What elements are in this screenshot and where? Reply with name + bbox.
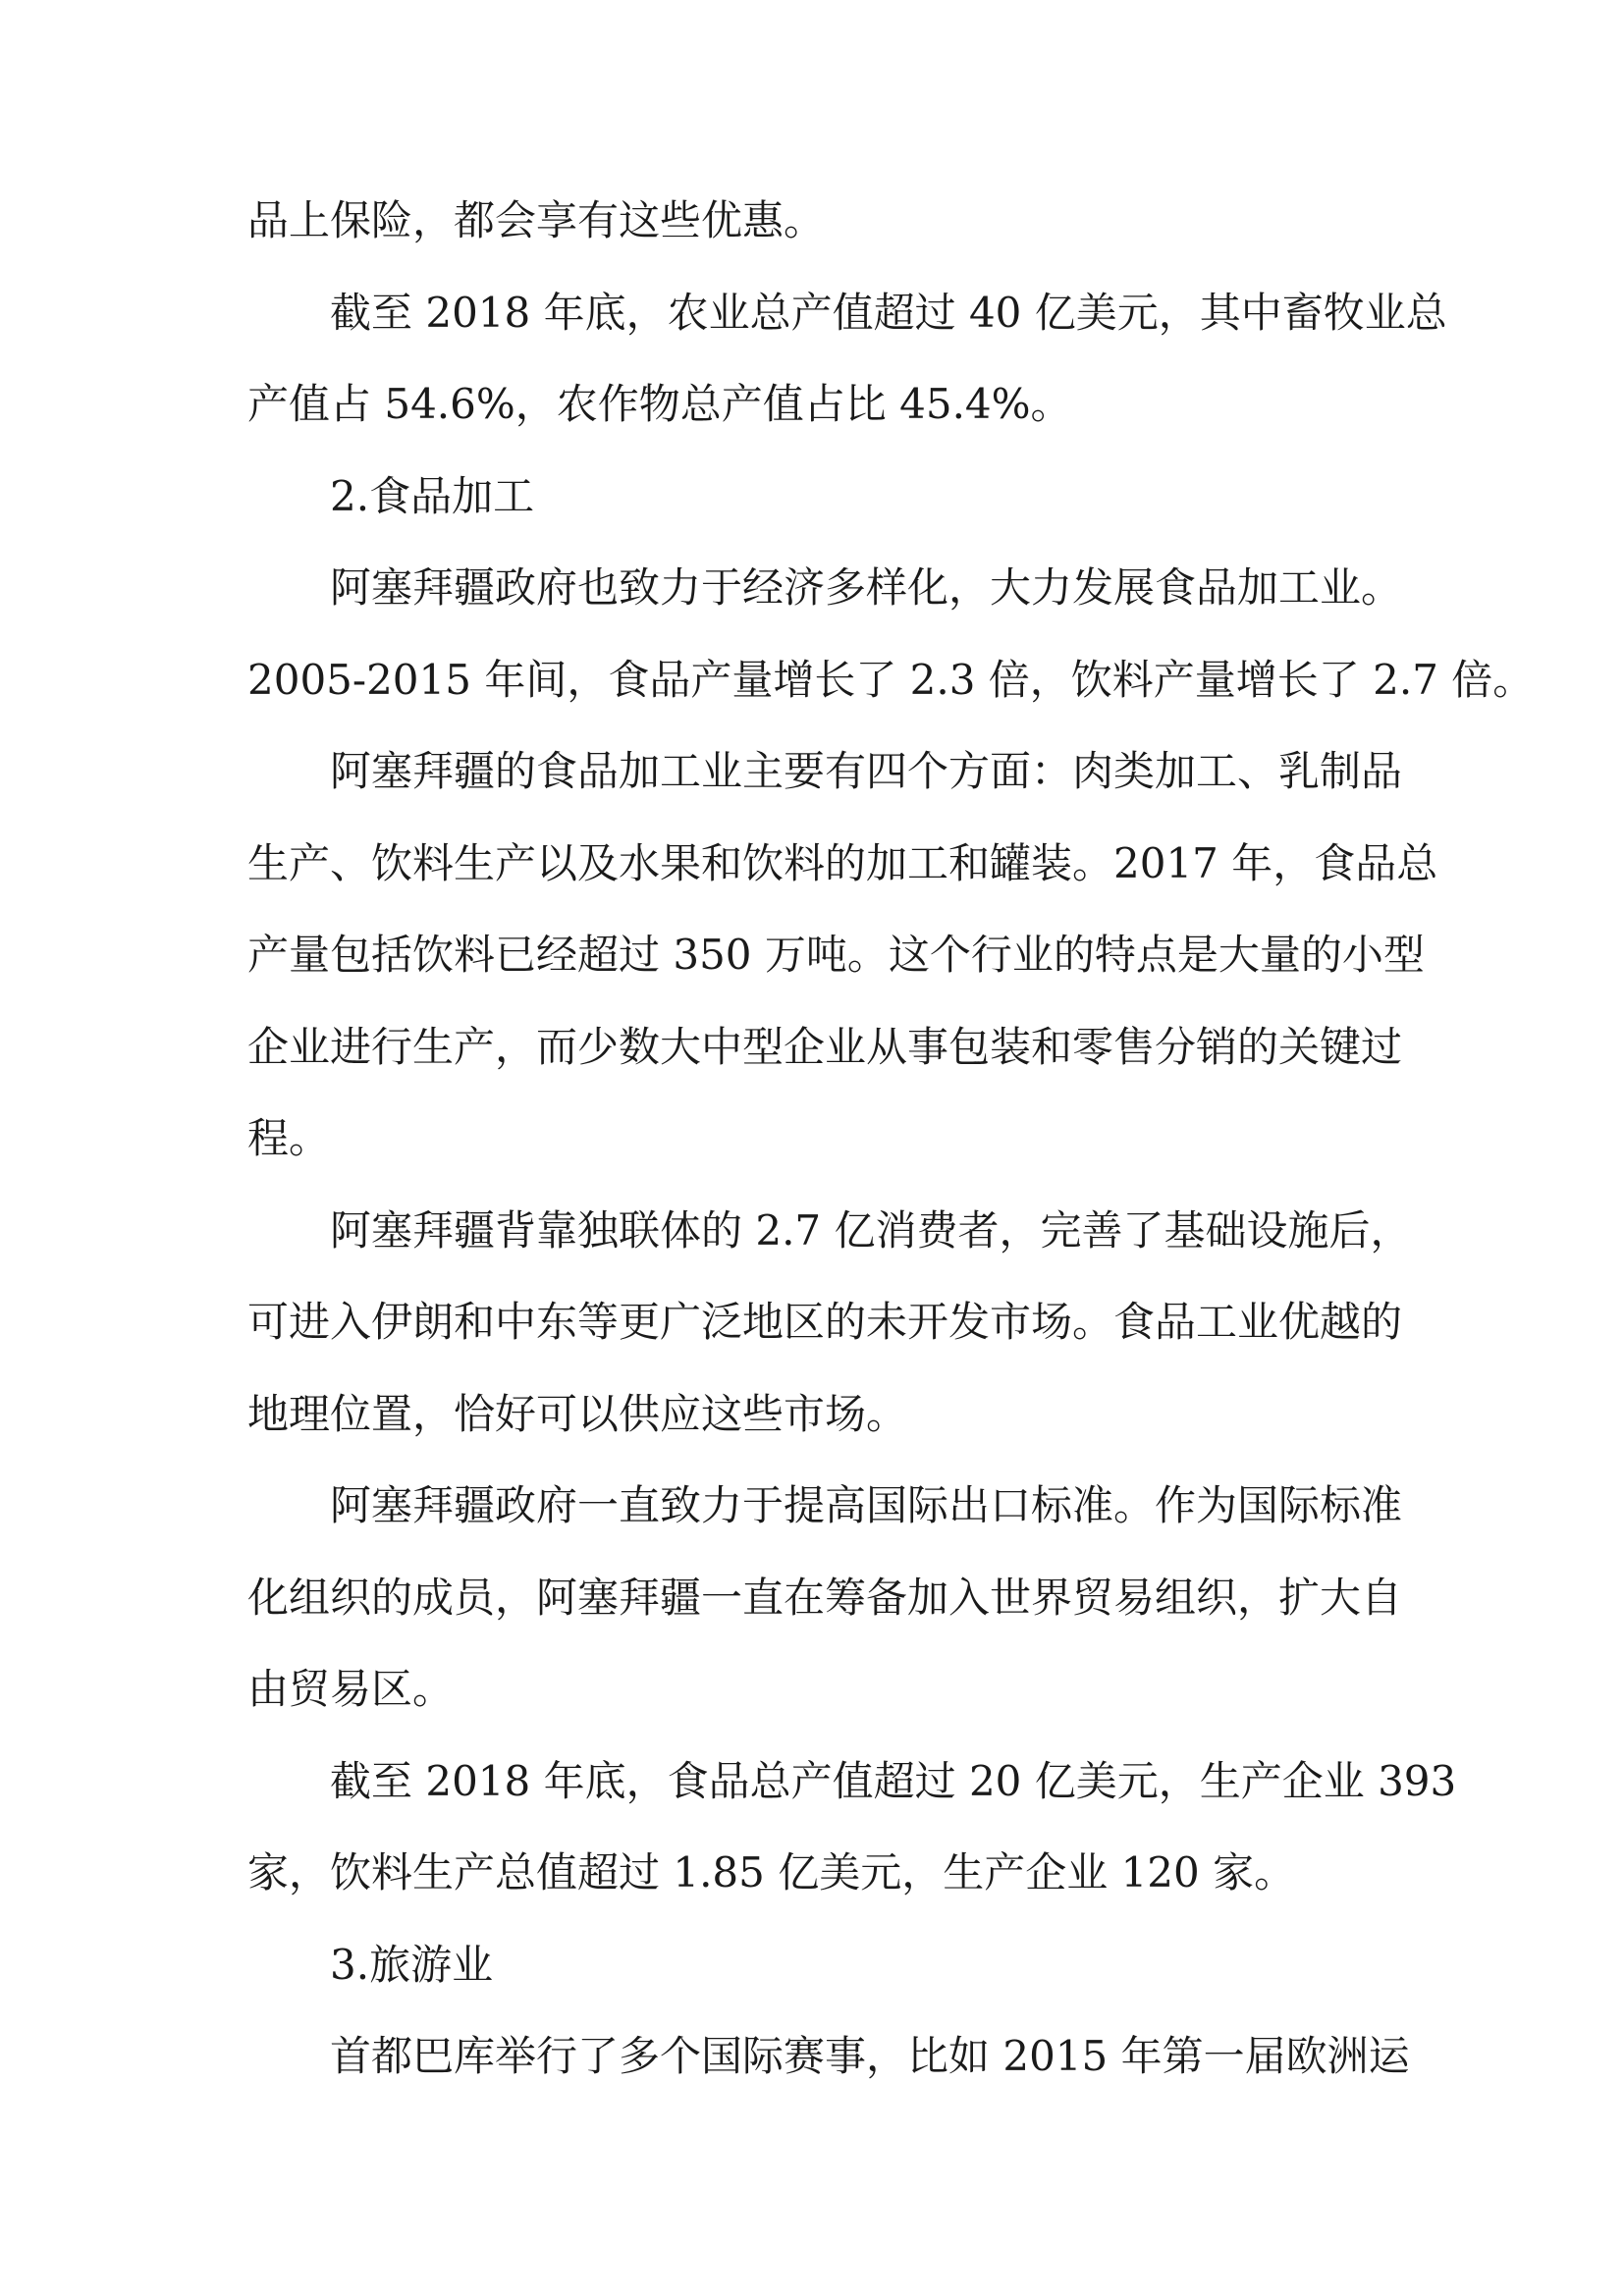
text-line: 阿塞拜疆政府也致力于经济多样化，大力发展食品加工业。 bbox=[330, 563, 1403, 612]
text-line: 产值占 54.6%，农作物总产值占比 45.4%。 bbox=[247, 380, 1072, 428]
text-line: 截至 2018 年底，食品总产值超过 20 亿美元，生产企业 393 bbox=[330, 1756, 1457, 1805]
text-line: 阿塞拜疆政府一直致力于提高国际出口标准。作为国际标准 bbox=[330, 1481, 1403, 1529]
text-line: 2005-2015 年间，食品产量增长了 2.3 倍，饮料产量增长了 2.7 倍。 bbox=[247, 655, 1535, 704]
text-line: 可进入伊朗和中东等更广泛地区的未开发市场。食品工业优越的 bbox=[247, 1298, 1403, 1346]
text-line: 企业进行生产，而少数大中型企业从事包装和零售分销的关键过 bbox=[247, 1022, 1403, 1071]
text-line: 3.旅游业 bbox=[330, 1940, 494, 1989]
text-line: 化组织的成员，阿塞拜疆一直在筹备加入世界贸易组织，扩大自 bbox=[247, 1573, 1403, 1622]
text-line: 地理位置，恰好可以供应这些市场。 bbox=[247, 1389, 908, 1438]
text-line: 阿塞拜疆的食品加工业主要有四个方面：肉类加工、乳制品 bbox=[330, 747, 1403, 795]
text-line: 产量包括饮料已经超过 350 万吨。这个行业的特点是大量的小型 bbox=[247, 931, 1425, 979]
text-line: 阿塞拜疆背靠独联体的 2.7 亿消费者，完善了基础设施后， bbox=[330, 1205, 1412, 1255]
text-line: 由贸易区。 bbox=[247, 1665, 455, 1713]
text-line: 生产、饮料生产以及水果和饮料的加工和罐装。2017 年，食品总 bbox=[247, 838, 1438, 887]
text-line: 家，饮料生产总值超过 1.85 亿美元，生产企业 120 家。 bbox=[247, 1848, 1296, 1896]
text-line: 2.食品加工 bbox=[330, 471, 535, 520]
text-line: 品上保险，都会享有这些优惠。 bbox=[247, 196, 826, 244]
text-line: 截至 2018 年底，农业总产值超过 40 亿美元，其中畜牧业总 bbox=[330, 288, 1447, 337]
body-text bbox=[247, 175, 1535, 2103]
text-line: 首都巴库举行了多个国际赛事，比如 2015 年第一届欧洲运 bbox=[330, 2032, 1410, 2080]
text-line: 程。 bbox=[247, 1114, 331, 1162]
